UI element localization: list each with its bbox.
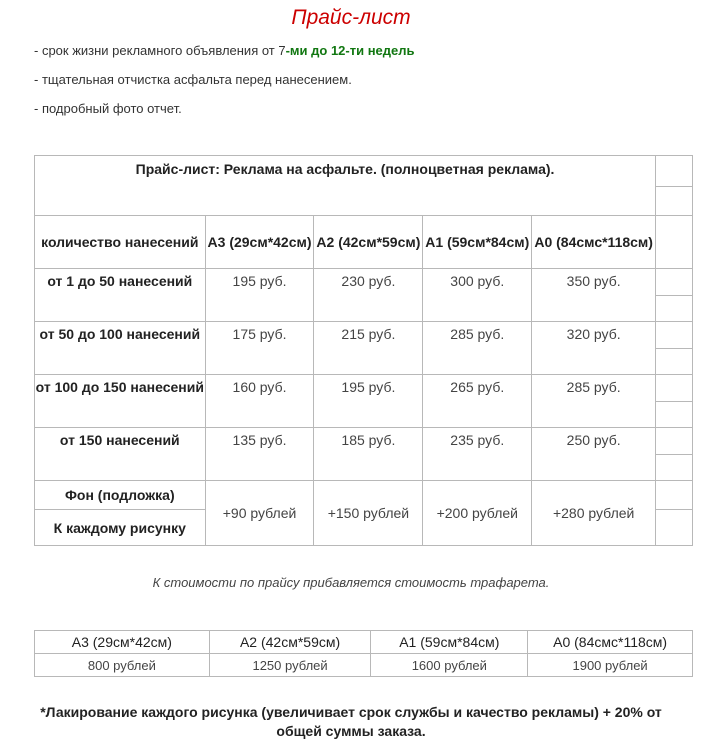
price-cell: 195 руб. — [205, 269, 314, 322]
price-cell: 350 руб. — [532, 269, 656, 322]
bullet-lifetime — [34, 43, 415, 58]
column-header-a3: А3 (29см*42см) — [205, 216, 314, 269]
table-row — [35, 428, 693, 455]
quantity-header: количество нанесений — [35, 216, 206, 269]
table-row — [35, 269, 693, 296]
background-row — [35, 481, 693, 510]
column-header-a1: А1 (59см*84см) — [423, 216, 532, 269]
price-table-caption: Прайс-лист: Реклама на асфальте. (полноцветная реклама). — [35, 156, 656, 216]
stencil-header-a2: А2 (42см*59см) — [209, 631, 371, 654]
row-label: от 100 до 150 нанесений — [35, 375, 206, 428]
stencil-header-a1: А1 (59см*84см) — [371, 631, 528, 654]
stencil-table — [34, 630, 693, 677]
background-price-cell: +90 рублей — [205, 481, 314, 546]
table-row — [35, 322, 693, 349]
stencil-price-cell: 1900 рублей — [528, 654, 693, 677]
page-title: Прайс-лист — [291, 6, 411, 29]
price-cell: 230 руб. — [314, 269, 423, 322]
row-label: от 50 до 100 нанесений — [35, 322, 206, 375]
stencil-header-row — [35, 631, 693, 654]
background-price-cell: +280 рублей — [532, 481, 656, 546]
price-cell: 320 руб. — [532, 322, 656, 375]
stencil-note: К стоимости по прайсу прибавляется стоимость трафарета. — [152, 575, 550, 590]
background-price-cell: +200 рублей — [423, 481, 532, 546]
stencil-price-cell: 1250 рублей — [209, 654, 371, 677]
column-header-a2: А2 (42см*59см) — [314, 216, 423, 269]
price-cell: 185 руб. — [314, 428, 423, 481]
price-table — [34, 155, 693, 546]
stencil-header-a3: А3 (29см*42см) — [35, 631, 210, 654]
lacquer-footnote: *Лакирование каждого рисунка (увеличивает срок службы и качество рекламы) + 20% от общей суммы заказа. — [40, 704, 662, 739]
stencil-header-a0: А0 (84смс*118см) — [528, 631, 693, 654]
stencil-price-cell: 1600 рублей — [371, 654, 528, 677]
price-table-caption-row — [35, 156, 693, 187]
table-row — [35, 375, 693, 402]
price-cell: 235 руб. — [423, 428, 532, 481]
column-header-a0: А0 (84смс*118см) — [532, 216, 656, 269]
price-cell: 285 руб. — [532, 375, 656, 428]
price-cell: 215 руб. — [314, 322, 423, 375]
background-price-cell: +150 рублей — [314, 481, 423, 546]
price-cell: 135 руб. — [205, 428, 314, 481]
bullet-lifetime-highlight: -ми до 12-ти недель — [285, 43, 415, 58]
bullet-cleaning: - тщательная отчистка асфальта перед нанесением. — [34, 72, 352, 87]
background-label: Фон (подложка) — [35, 481, 206, 510]
bullet-photo-report: - подробный фото отчет. — [34, 101, 182, 116]
per-drawing-label: К каждому рисунку — [35, 510, 206, 546]
price-cell: 265 руб. — [423, 375, 532, 428]
price-cell: 195 руб. — [314, 375, 423, 428]
stencil-price-cell: 800 рублей — [35, 654, 210, 677]
row-label: от 150 нанесений — [35, 428, 206, 481]
stencil-value-row — [35, 654, 693, 677]
price-table-header-row — [35, 216, 693, 269]
price-cell: 300 руб. — [423, 269, 532, 322]
price-cell: 285 руб. — [423, 322, 532, 375]
bullet-lifetime-prefix: - срок жизни рекламного объявления от 7 — [34, 43, 286, 58]
row-label: от 1 до 50 нанесений — [35, 269, 206, 322]
price-cell: 250 руб. — [532, 428, 656, 481]
price-cell: 175 руб. — [205, 322, 314, 375]
price-cell: 160 руб. — [205, 375, 314, 428]
